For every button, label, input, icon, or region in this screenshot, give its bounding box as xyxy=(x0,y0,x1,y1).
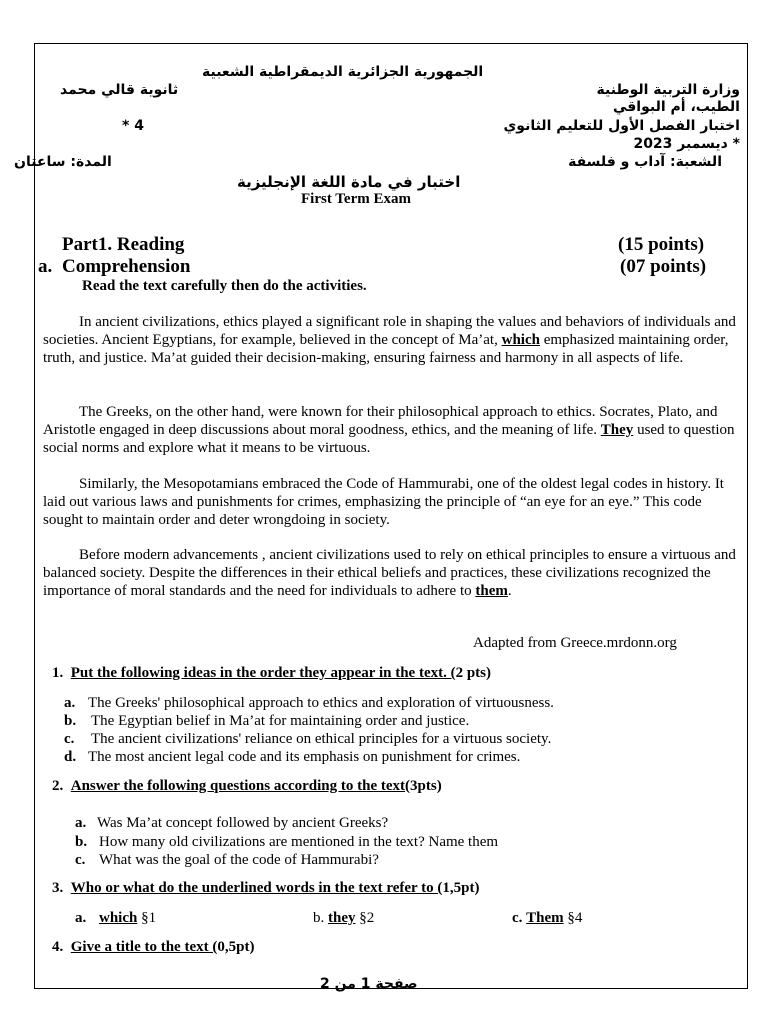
page-number: صفحة 1 من 2 xyxy=(320,976,418,992)
reading-instruction: Read the text carefully then do the activities. xyxy=(82,278,367,294)
q1-heading: 1. Put the following ideas in the order they appear in the text. (2 pts) xyxy=(52,665,492,681)
q1-item-b: b. The Egyptian belief in Ma’at for maintaining order and justice. xyxy=(64,713,470,729)
comprehension-points: (07 points) xyxy=(620,256,707,277)
ministry-label: وزارة التربية الوطنية xyxy=(596,82,740,98)
underlined-them: them xyxy=(475,583,508,599)
part1-title: Part1. Reading xyxy=(62,234,185,255)
level-marker: 4 * xyxy=(122,118,144,134)
text-paragraph-4: Before modern advancements , ancient civilizations used to rely on ethical principles to ensure a virtuous and balanced society. Despite the differences in their ethical beliefs and practices, these civilizations recognized the importance of moral standards and the need for individuals to adhere to them. xyxy=(43,547,736,599)
subject-title-en: First Term Exam xyxy=(301,191,411,207)
comprehension-letter: a. xyxy=(38,256,53,277)
comprehension-title: Comprehension xyxy=(62,256,191,277)
q2-item-a: a. Was Ma’at concept followed by ancient Greeks? xyxy=(75,815,389,831)
q3-item-c: c. Them §4 xyxy=(512,910,583,926)
q1-item-a: a. The Greeks' philosophical approach to ethics and exploration of virtuousness. xyxy=(64,695,554,711)
text-paragraph-1: In ancient civilizations, ethics played a significant role in shaping the values and behaviors of individuals and societies. Ancient Egyptians, for example, believed in the concept of Ma’at, which emphasized maintaining order, truth, and justice. Ma’at guided their decision-making, ensuring fairness and harmony in all aspects of life. xyxy=(43,314,736,366)
q3-item-a: a. which §1 xyxy=(75,910,157,926)
duration-label: المدة: ساعتان xyxy=(14,154,112,170)
q3-item-b: b. they §2 xyxy=(313,910,375,926)
exam-date: * ديسمبر 2023 xyxy=(633,136,740,152)
q4-heading: 4. Give a title to the text (0,5pt) xyxy=(52,939,255,955)
text-paragraph-2: The Greeks, on the other hand, were known for their philosophical approach to ethics. Socrates, Plato, and Aristotle engaged in deep discussions about moral goodness, ethics, and the meaning of life. They used to question social norms and explore what it means to be virtuous. xyxy=(43,404,735,456)
q3-heading: 3. Who or what do the underlined words in the text refer to (1,5pt) xyxy=(52,880,480,896)
school-location: الطيب، أم البواقي xyxy=(612,99,740,115)
subject-title-ar: اختبار في مادة اللغة الإنجليزية xyxy=(237,173,461,191)
underlined-which: which xyxy=(501,332,540,348)
stream-label: الشعبة: آداب و فلسفة xyxy=(568,154,722,170)
q2-item-c: c. What was the goal of the code of Hammurabi? xyxy=(75,852,379,868)
q1-item-c: c. The ancient civilizations' reliance on ethical principles for a virtuous society. xyxy=(64,731,552,747)
exam-title-ar: اختبار الفصل الأول للتعليم الثانوي xyxy=(503,118,740,134)
part1-points: (15 points) xyxy=(618,234,705,255)
school-name: ثانوية قالي محمد xyxy=(60,82,179,98)
text-paragraph-3: Similarly, the Mesopotamians embraced the Code of Hammurabi, one of the oldest legal codes in history. It laid out various laws and punishments for crimes, emphasizing the principle of “an eye for an eye.” This code sought to maintain order and deter wrongdoing in society. xyxy=(43,476,724,528)
republic-header: الجمهورية الجزائرية الديمقراطية الشعبية xyxy=(202,64,484,80)
q2-heading: 2. Answer the following questions according to the text(3pts) xyxy=(52,778,442,794)
underlined-they: They xyxy=(600,422,634,438)
text-source: Adapted from Greece.mrdonn.org xyxy=(473,635,677,651)
q1-item-d: d. The most ancient legal code and its emphasis on punishment for crimes. xyxy=(64,749,521,765)
q2-item-b: b. How many old civilizations are mentioned in the text? Name them xyxy=(75,834,499,850)
